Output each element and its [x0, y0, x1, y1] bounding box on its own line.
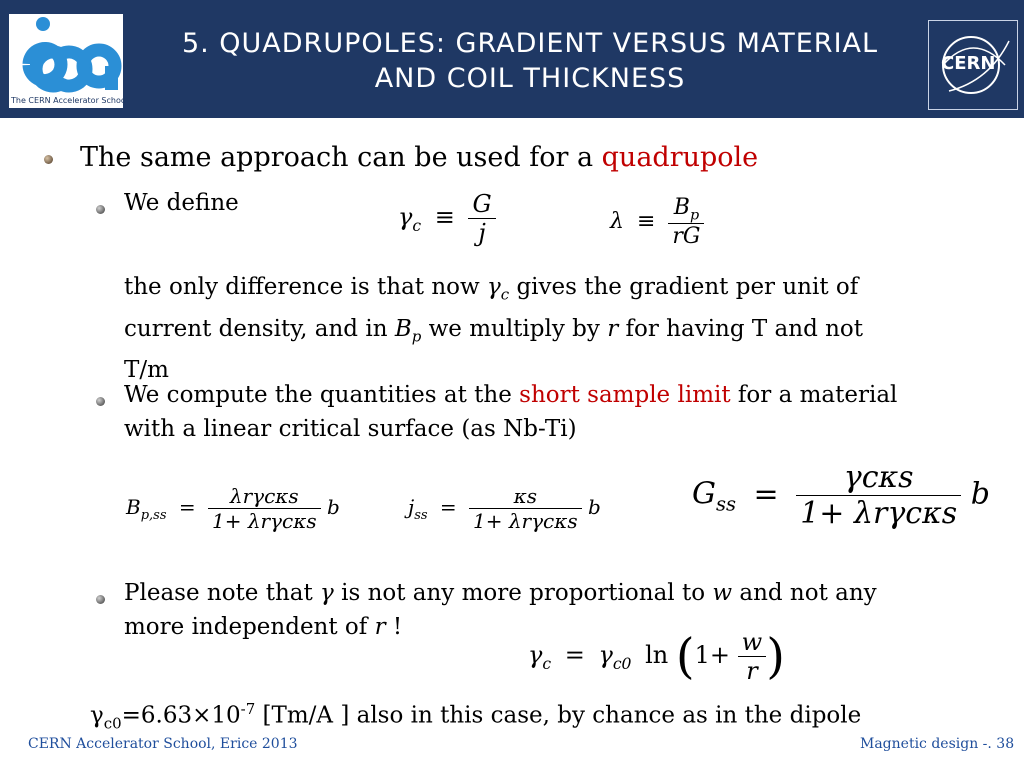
bullet-icon	[96, 397, 105, 406]
bullet-1-text: The same approach can be used for a quadrupole	[80, 142, 759, 173]
cas-logo	[9, 14, 128, 108]
footer-left: CERN Accelerator School, Erice 2013	[28, 736, 298, 752]
gss-formula: $G_{ss}$ = $\frac{\text{γcκs}}{\text{1+ λrγcκs}}$ b	[692, 460, 990, 531]
cern-logo-text: CERN	[941, 53, 996, 74]
footer-right: Magnetic design -. 38	[860, 736, 1015, 752]
jss-formula: $j_{ss}$ = $\frac{\kappa s}{\text{1+ λrγcκs}}$ b	[408, 484, 601, 533]
title-line-2: AND COIL THICKNESS	[374, 63, 686, 94]
note-paragraph: Please note that γ is not any more proportional to w and not any more independent of r !	[124, 580, 877, 640]
title-line-1: 5. QUADRUPOLES: GRADIENT VERSUS MATERIAL	[181, 28, 879, 59]
header-bar	[0, 0, 1024, 118]
gamma-c0-value-line: $\gamma_{c0}=6.63\times 10^{-7}$ [Tm/A ] also in this case, by chance as in the dipole	[90, 700, 862, 733]
difference-paragraph: the only difference is that now $\gamma_c$ gives the gradient per unit of current density, and in $B_p$ we multiply by r for having T and not T/m	[124, 274, 864, 384]
bullet-icon	[44, 155, 53, 164]
gamma-c-definition: $\gamma_c$ ≡ $\frac{G}{j}$	[398, 190, 496, 247]
bullet-icon	[96, 205, 105, 214]
cas-logo-icon	[9, 14, 123, 108]
cas-logo-caption: The CERN Accelerator School	[11, 96, 128, 105]
slide-title	[140, 26, 920, 96]
cern-logo	[928, 20, 1018, 110]
we-define-text: We define	[124, 190, 239, 216]
bullet-icon	[96, 595, 105, 604]
compute-paragraph: We compute the quantities at the short sample limit for a material with a linear critical surface (as Nb-Ti)	[124, 382, 898, 442]
short-sample-limit-highlight: short sample limit	[519, 382, 731, 408]
quadrupole-highlight: quadrupole	[601, 142, 759, 173]
lambda-definition: λ ≡ $\frac{B_p}{rG}$	[610, 195, 704, 249]
bpss-formula: $B_{p,ss}$ = $\frac{\text{λrγcκs}}{\text{1+ λrγcκs}}$ b	[126, 484, 340, 533]
gamma-c-ln-formula: $\gamma_c = \gamma_{c0}$ ln (1+ $\frac{w}{r}$ )	[528, 628, 785, 685]
